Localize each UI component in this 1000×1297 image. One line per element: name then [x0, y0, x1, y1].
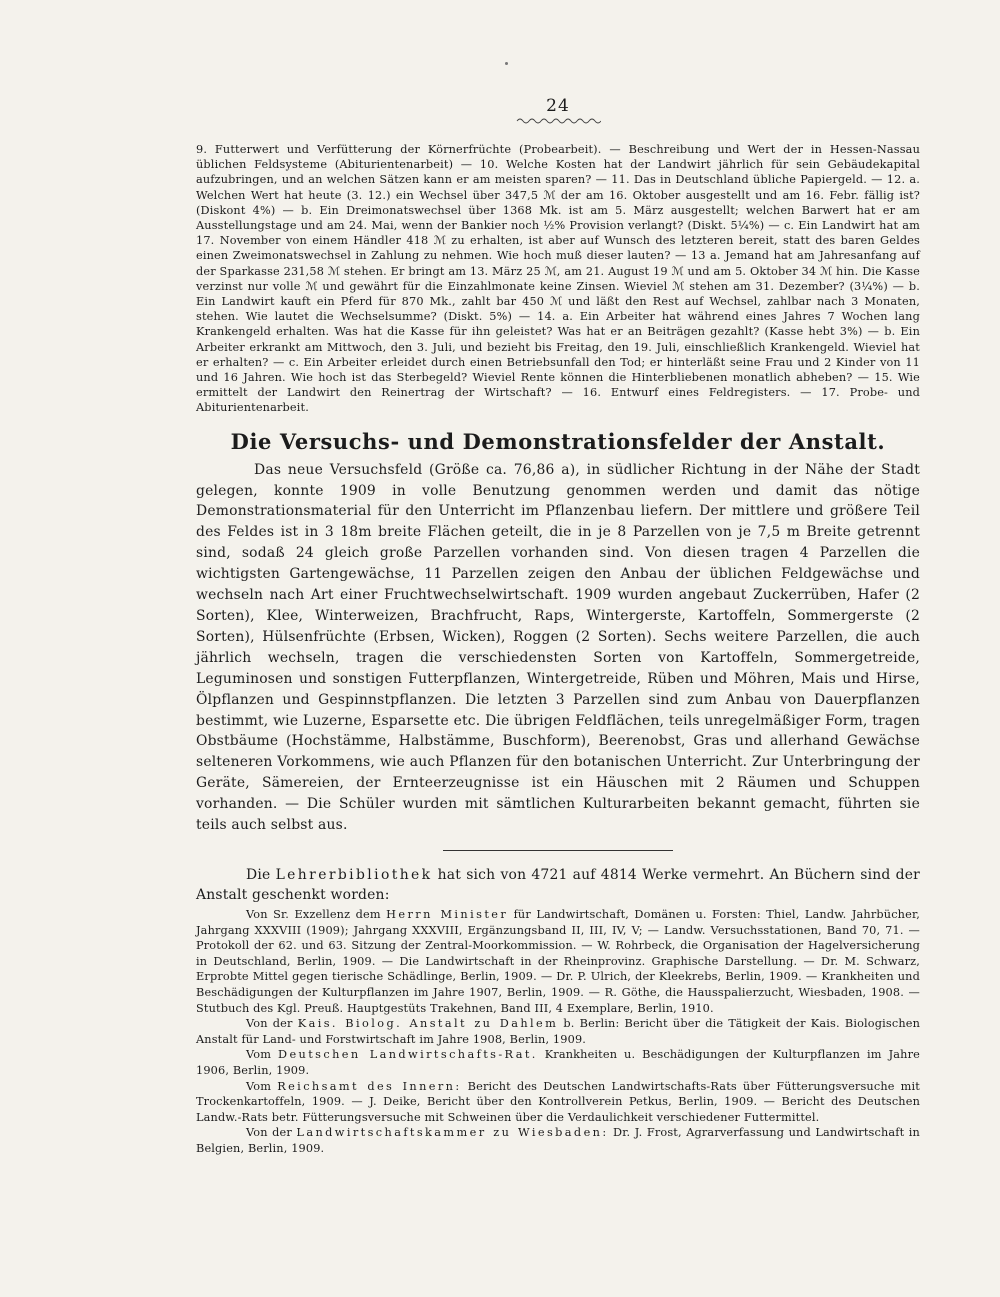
- library-entry: [196, 1016, 920, 1047]
- donor-name: Deutschen Landwirtschafts-Rat.: [278, 1048, 538, 1062]
- page-number: 24: [546, 96, 570, 116]
- section-heading: Die Versuchs- und Demonstrationsfelder der Anstalt.: [230, 428, 886, 454]
- library-entry: [196, 1079, 920, 1126]
- donor-lead: Von der: [246, 1017, 293, 1031]
- speck-mark: [505, 62, 508, 65]
- donation-list: für Landwirtschaft, Domänen u. Forsten: Thiel, Landw. Jahrbücher, Jahrgang XXXVIII (1909); Jahrgang XXXVIII, Ergänzungsband II, III, IV, V; — Landw. Versuchsstationen, Band 70, 71. — Protokoll der 62. und 63. Sitzung der Zentral-Moorkommission. — W. Rohrbeck, die Organisation der Hagelversicherung in Deutschland, Berlin, 1909. — Die Landwirtschaft in der Rheinprovinz. Graphische Darstellung. — Dr. M. Schwarz, Erprobte Mittel gegen tierische Schädlinge, Berlin, 1909. — Dr. P. Ulrich, der Kleekrebs, Berlin, 1909. — Krankheiten und Beschädigungen der Kulturpflanzen im Jahre 1907, Berlin, 1909. — R. Göthe, die Hausspalierzucht, Wiesbaden, 1908. — Stutbuch des Kgl. Preuß. Hauptgestüts Trakehnen, Band III, 4 Exemplare, Berlin, 1910.: [196, 907, 920, 1015]
- donor-lead: Von Sr. Exzellenz dem: [246, 907, 381, 921]
- library-intro: [196, 865, 920, 905]
- donation-list: Dr. J. Frost, Agrarverfassung und Landwirtschaft in Belgien, Berlin, 1909.: [196, 1126, 920, 1155]
- donor-name: Landwirtschaftskammer zu Wiesbaden:: [296, 1126, 609, 1140]
- donor-name: Reichsamt des Innern:: [277, 1079, 462, 1093]
- document-page: [196, 96, 920, 1156]
- library-intro-text: hat sich von 4721 auf 4814 Werke vermehrt. An Büchern sind der Anstalt geschenkt worden:: [196, 866, 920, 903]
- library-entry: [196, 907, 920, 1016]
- donation-list: b. Berlin: Bericht über die Tätigkeit der Kais. Biologischen Anstalt für Land- und Forstwirtschaft im Jahre 1908, Berlin, 1909.: [196, 1017, 921, 1046]
- wavy-ornament: [515, 116, 601, 126]
- horizontal-rule: [443, 850, 673, 851]
- library-title: Lehrerbibliothek: [275, 866, 433, 883]
- library-entry: [196, 1125, 920, 1156]
- library-intro-prefix: Die: [246, 866, 271, 883]
- library-entry: [196, 1047, 920, 1078]
- donation-list: Bericht des Deutschen Landwirtschafts-Rats über Fütterungsversuche mit Trockenkartoffeln, 1909. — J. Deike, Bericht über den Kontrollverein Petkus, Berlin, 1909. — Bericht des Deutschen Landw.-Rats betr. Fütterungsversuche mit Schweinen über die Verdaulichkeit verschiedener Futtermittel.: [196, 1079, 920, 1124]
- exercise-list: 9. Futterwert und Verfütterung der Körnerfrüchte (Probearbeit). — Beschreibung und Wert der in Hessen-Nassau üblichen Feldsysteme (Abiturientenarbeit) — 10. Welche Kosten hat der Landwirt jährlich für sein Gebäudekapital aufzubringen, und an welchen Sätzen kann er am meisten sparen? — 11. Das in Deutschland übliche Papiergeld. — 12. a. Welchen Wert hat heute (3. 12.) ein Wechsel über 347,5 ℳ der am 16. Oktober ausgestellt und am 16. Febr. fällig ist? (Diskont 4%) — b. Ein Dreimonatswechsel über 1368 Mk. ist am 5. März ausgestellt; welchen Barwert hat er am Ausstellungstage und am 24. Mai, wenn der Bankier noch ½% Provision verlangt? (Diskt. 5¼%) — c. Ein Landwirt hat am 17. November von einem Händler 418 ℳ zu erhalten, ist aber auf Wunsch des letzteren bereit, statt des baren Geldes einen Zweimonatswechsel in Zahlung zu nehmen. Wie hoch muß dieser lauten? — 13 a. Jemand hat am Jahresanfang auf der Sparkasse 231,58 ℳ stehen. Er bringt am 13. März 25 ℳ, am 21. August 19 ℳ und am 5. Oktober 34 ℳ hin. Die Kasse verzinst nur volle ℳ und gewährt für die Einzahlmonate keine Zinsen. Wieviel ℳ stehen am 31. Dezember? (3¼%) — b. Ein Landwirt kauft ein Pferd für 870 Mk., zahlt bar 450 ℳ und läßt den Rest auf Wechsel, zahlbar nach 3 Monaten, stehen. Wie lautet die Wechselsumme? (Diskt. 5%) — 14. a. Ein Arbeiter hat während eines Jahres 7 Wochen lang Krankengeld erhalten. Was hat die Kasse für ihn geleistet? Was hat er an Beiträgen gezahlt? (Kasse hebt 3%) — b. Ein Arbeiter erkrankt am Mittwoch, den 3. Juli, und bezieht bis Freitag, den 19. Juli, einschließlich Krankengeld. Wieviel hat er erhalten? — c. Ein Arbeiter erleidet durch einen Betriebsunfall den Tod; er hinterläßt seine Frau und 2 Kinder von 11 und 16 Jahren. Wie hoch ist das Sterbegeld? Wieviel Rente können die Hinterbliebenen monatlich abheben? — 15. Wie ermittelt der Landwirt den Reinertrag der Wirtschaft? — 16. Entwurf eines Feldregisters. — 17. Probe- und Abiturientenarbeit.: [196, 143, 920, 415]
- donor-name: Herrn Minister: [386, 907, 509, 921]
- donor-lead: Vom: [246, 1079, 272, 1093]
- donor-name: Kais. Biolog. Anstalt zu Dahlem: [297, 1017, 559, 1031]
- donation-list: Krankheiten u. Beschädigungen der Kulturpflanzen im Jahre 1906, Berlin, 1909.: [196, 1048, 920, 1077]
- donor-lead: Von der: [246, 1126, 292, 1140]
- donor-lead: Vom: [246, 1048, 272, 1062]
- section-paragraph: Das neue Versuchsfeld (Größe ca. 76,86 a), in südlicher Richtung in der Nähe der Stadt gelegen, konnte 1909 in volle Benutzung genommen werden und damit das nötige Demonstrationsmaterial für den Unterricht im Pflanzenbau liefern. Der mittlere und größere Teil des Feldes ist in 3 18m breite Flächen geteilt, die in je 8 Parzellen von je 7,5 m Breite getrennt sind, sodaß 24 gleich große Parzellen vorhanden sind. Von diesen tragen 4 Parzellen die wichtigsten Gartengewächse, 11 Parzellen zeigen den Anbau der üblichen Feldgewächse und wechseln nach Art einer Fruchtwechselwirtschaft. 1909 wurden angebaut Zuckerrüben, Hafer (2 Sorten), Klee, Winterweizen, Brachfrucht, Raps, Wintergerste, Kartoffeln, Sommergerste (2 Sorten), Hülsenfrüchte (Erbsen, Wicken), Roggen (2 Sorten). Sechs weitere Parzellen, die auch jährlich wechseln, tragen die verschiedensten Sorten von Kartoffeln, Sommergetreide, Leguminosen und sonstigen Futterpflanzen, Wintergetreide, Rüben und Möhren, Mais und Hirse, Ölpflanzen und Gespinnstpflanzen. Die letzten 3 Parzellen sind zum Anbau von Dauerpflanzen bestimmt, wie Luzerne, Esparsette etc. Die übrigen Feldflächen, teils unregelmäßiger Form, tragen Obstbäume (Hochstämme, Halbstämme, Buschform), Beerenobst, Gras und allerhand Gewächse selteneren Vorkommens, wie auch Pflanzen für den botanischen Unterricht. Zur Unterbringung der Geräte, Sämereien, der Ernteerzeugnisse ist ein Häuschen mit 2 Räumen und Schuppen vorhanden. — Die Schüler wurden mit sämtlichen Kulturarbeiten bekannt gemacht, führten sie teils auch selbst aus.: [196, 461, 920, 834]
